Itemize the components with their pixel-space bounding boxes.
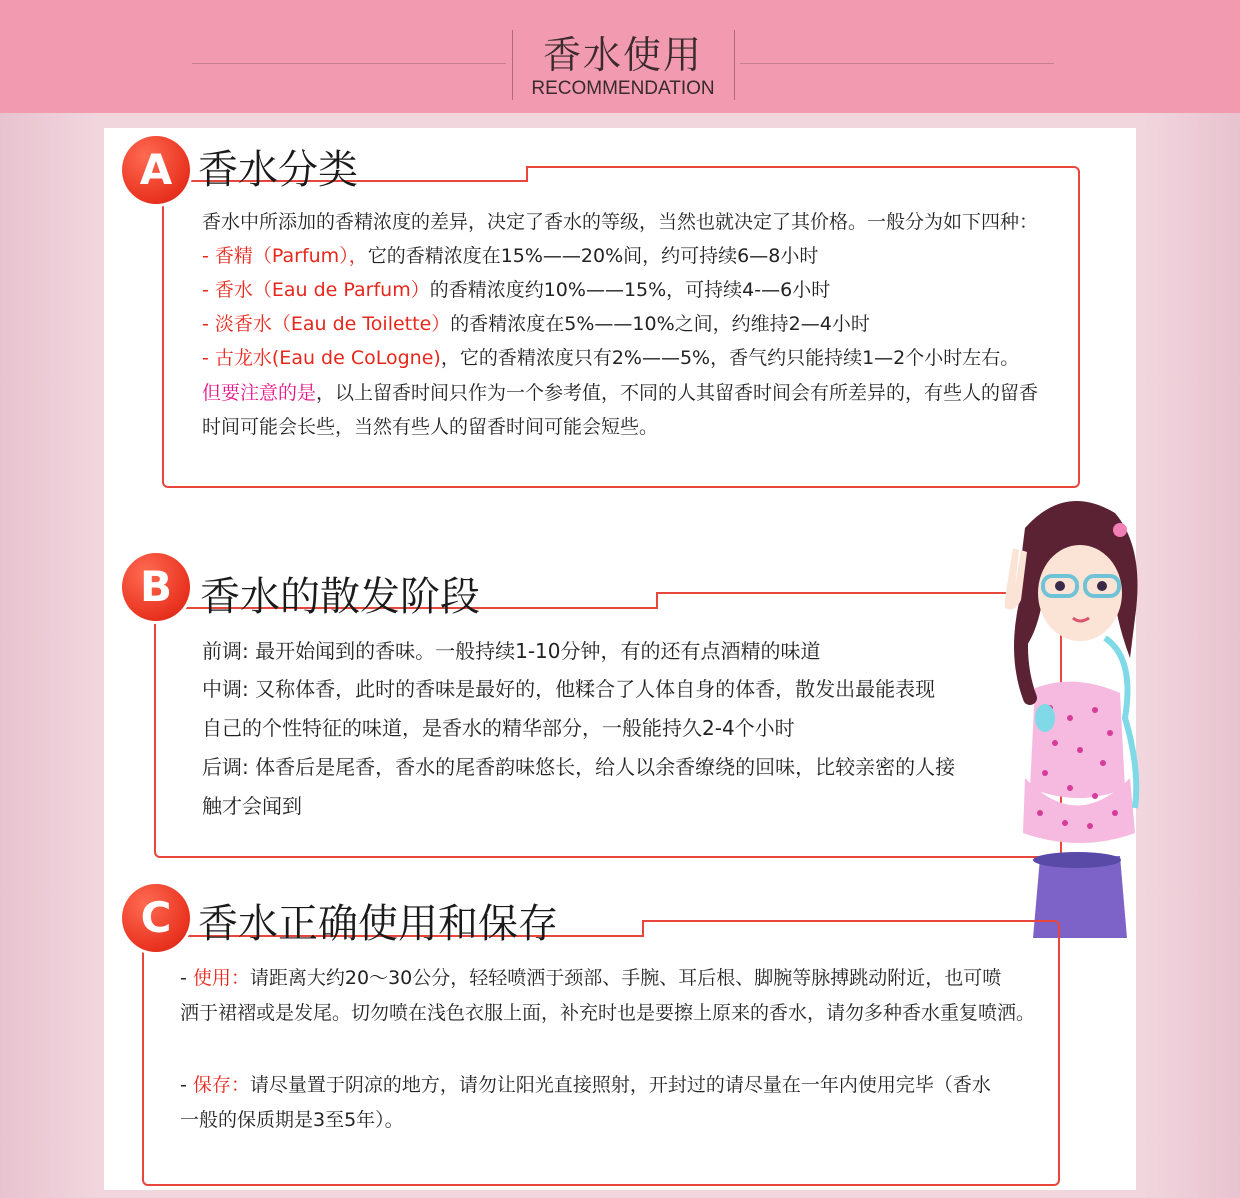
section-a-intro: 香水中所添加的香精浓度的差异，决定了香水的等级，当然也就决定了其价格。一般分为如下四种： xyxy=(202,211,1039,233)
section-b-line: 自己的个性特征的味道，是香水的精华部分，一般能持久2-4个小时 xyxy=(202,716,795,740)
section-a-title: 香水分类 xyxy=(198,147,358,193)
section-c-store: - 保存：请尽量置于阴凉的地方，请勿让阳光直接照射，开封过的请尽量在一年内使用完毕（香水 xyxy=(180,1074,991,1096)
section-a-note-cont: 时间可能会长些，当然有些人的留香时间可能会短些。 xyxy=(202,416,659,438)
section-c-use: - 使用：请距离大约20～30公分，轻轻喷洒于颈部、手腕、耳后根、脚腕等脉搏跳动附近，也可喷 xyxy=(180,967,1002,989)
list-item: - 香水（Eau de Parfum）的香精浓度约10%——15%，可持续4-—6小时 xyxy=(202,279,831,301)
section-b-badge: B xyxy=(122,553,190,621)
list-item: - 古龙水(Eau de CoLogne)，它的香精浓度只有2%——5%，香气约只能持续1—2个小时左右。 xyxy=(202,347,1020,369)
page-title: 香水使用 xyxy=(542,33,703,77)
list-item: - 淡香水（Eau de Toilette）的香精浓度在5%——10%之间，约维持2—4小时 xyxy=(202,313,870,335)
header-banner xyxy=(0,0,1240,113)
page-subtitle: RECOMMENDATION xyxy=(531,78,715,99)
list-item: - 香精（Parfum），它的香精浓度在15%——20%间，约可持续6—8小时 xyxy=(202,245,819,267)
header-divider-right xyxy=(740,63,1054,64)
section-c-use-cont: 洒于裙褶或是发尾。切勿喷在浅色衣服上面，补充时也是要擦上原来的香水，请勿多种香水重复喷洒。 xyxy=(180,1002,1036,1024)
section-b-title: 香水的散发阶段 xyxy=(200,574,480,620)
section-c-badge: C xyxy=(122,884,190,952)
section-b-line: 触才会闻到 xyxy=(202,794,302,818)
section-c-title: 香水正确使用和保存 xyxy=(198,901,558,947)
header-divider-left xyxy=(192,63,506,64)
header-bar-right xyxy=(734,30,735,100)
section-a-badge: A xyxy=(122,136,190,204)
section-a-note: 但要注意的是，以上留香时间只作为一个参考值，不同的人其留香时间会有所差异的，有些人的留香 xyxy=(202,382,1039,404)
section-c-box xyxy=(142,920,1060,1186)
section-b-line: 前调: 最开始闻到的香味。一般持续1-10分钟，有的还有点酒精的味道 xyxy=(202,639,821,663)
section-c-store-cont: 一般的保质期是3至5年）。 xyxy=(180,1109,404,1131)
girl-illustration xyxy=(985,488,1145,938)
section-b-line: 后调: 体香后是尾香，香水的尾香韵味悠长，给人以余香缭绕的回味，比较亲密的人接 xyxy=(202,755,956,779)
section-b-line: 中调: 又称体香，此时的香味是最好的，他糅合了人体自身的体香，散发出最能表现 xyxy=(202,677,936,701)
